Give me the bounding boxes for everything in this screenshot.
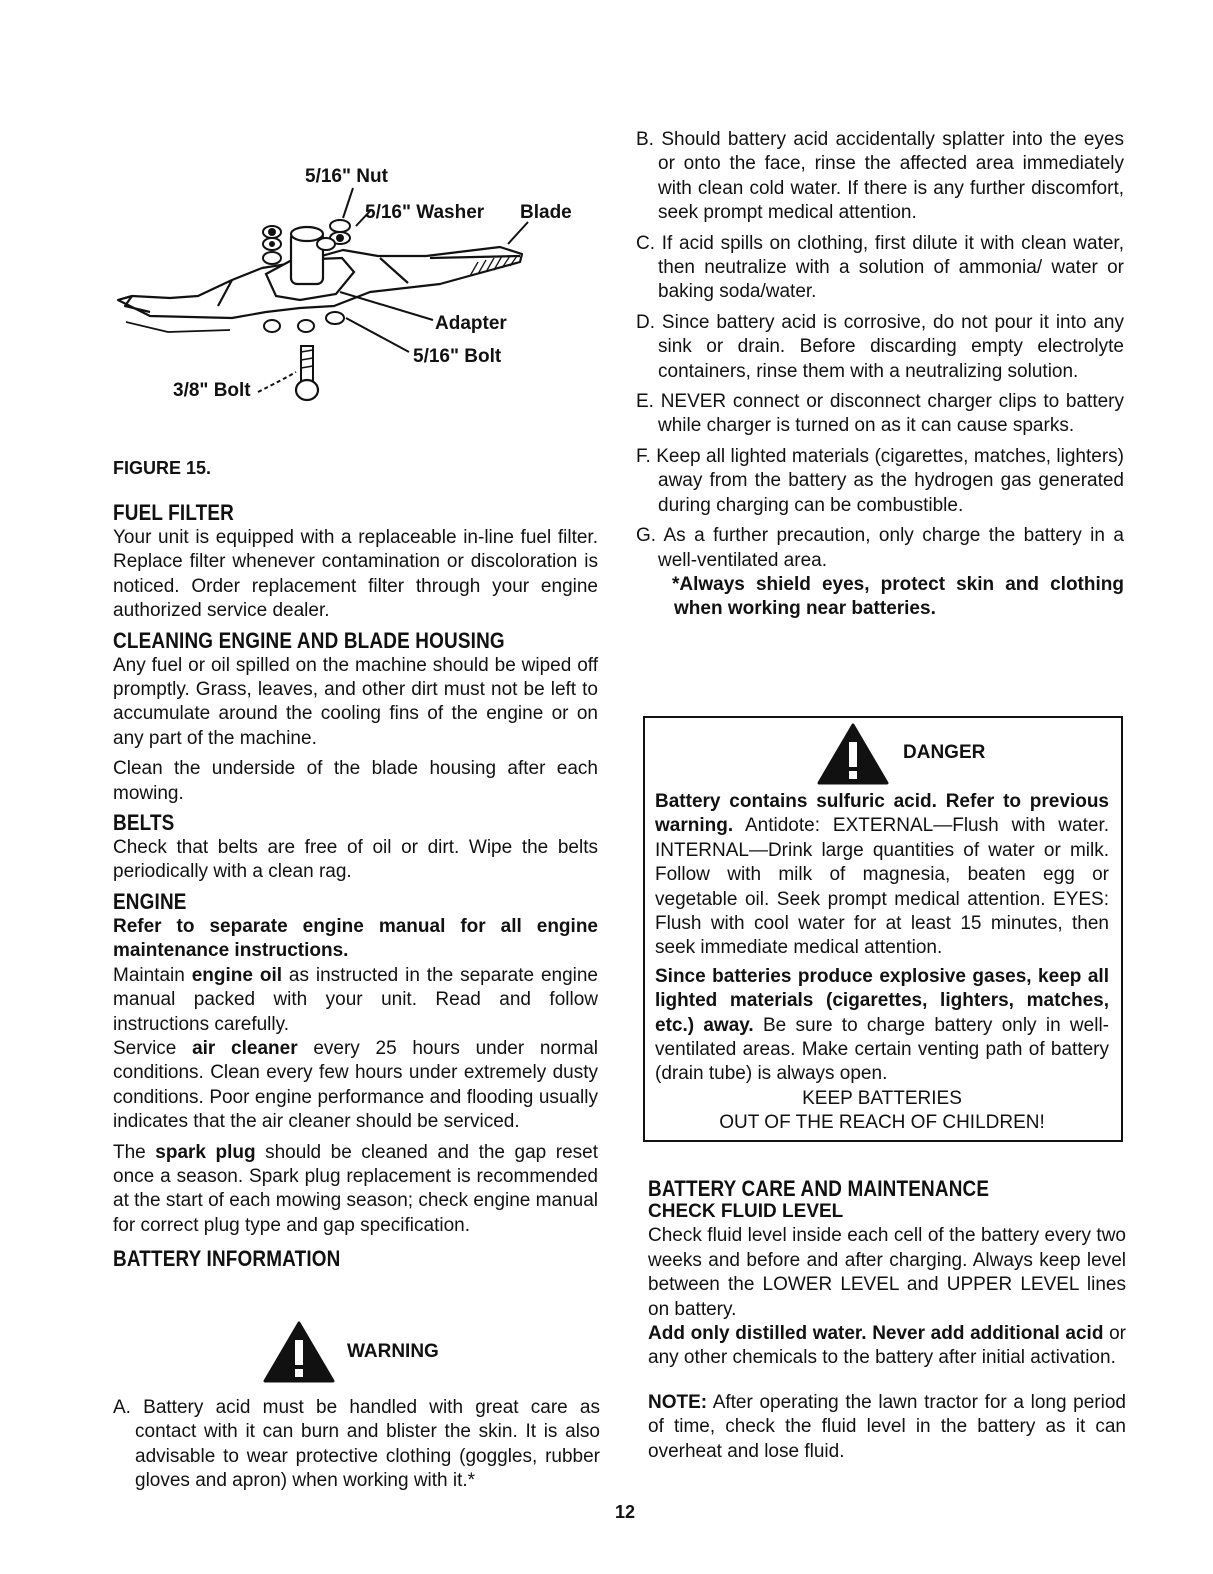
engine-air-cleaner-text: Service air cleaner every 25 hours under normal conditions. Clean every few hours under extremely dusty conditions. Poor engine performance and flooding usually indicates that the air cleaner should be serviced.: [113, 1037, 598, 1133]
washer-label: 5/16" Washer: [365, 202, 485, 223]
battery-item-b: B. Should battery acid accidentally splatter into the eyes or onto the face, rinse the affected area immediately with clean cold water. If there is any further discomfort, seek prompt medical attention.: [636, 129, 1124, 224]
danger-text-1: Battery contains sulfuric acid. Refer to previous warning. Antidote: EXTERNAL—Flush with water. INTERNAL—Drink large quantities of water or milk. Follow with milk of magnesia, beaten egg or vegetable oil. Seek prompt medical attention. EYES: Flush with cool water for at least 15 minutes, then seek immediate medical attention.: [655, 791, 1109, 959]
engine-heading: ENGINE: [113, 888, 187, 914]
nut-label: 5/16" Nut: [305, 166, 388, 187]
battery-item-e: E. NEVER connect or disconnect charger clips to battery while charger is turned on as it can cause sparks.: [636, 391, 1124, 437]
bolt-516-label: 5/16" Bolt: [413, 346, 502, 367]
fuel-filter-text: Your unit is equipped with a replaceable in-line fuel filter. Replace filter whenever contamination or discoloration is noticed. Order replacement filter through your engine authorized service dealer.: [113, 527, 598, 622]
page-number: 12: [615, 1502, 636, 1522]
engine-spark-plug-text: The spark plug should be cleaned and the gap reset once a season. Spark plug replacement is recommended at the start of each mowing season; check engine manual for correct plug type and gap specification.: [113, 1141, 598, 1236]
belts-text: Check that belts are free of oil or dirt. Wipe the belts periodically with a clean rag.: [113, 837, 598, 883]
cleaning-heading: CLEANING ENGINE AND BLADE HOUSING: [113, 627, 505, 653]
battery-care-text: Check fluid level inside each cell of the battery every two weeks and before and after charging. Always keep level between the LOWER LEVEL and UPPER LEVEL lines on battery.: [648, 1225, 1126, 1320]
warning-label: WARNING: [347, 1341, 439, 1362]
battery-item-c: C. If acid spills on clothing, first dilute it with clean water, then neutralize with a solution of ammonia/ water or baking soda/water.: [636, 232, 1124, 303]
engine-oil-text: Maintain engine oil as instructed in the separate engine manual packed with your unit. Read and follow instructions carefully.: [113, 964, 598, 1035]
cleaning-text-1: Any fuel or oil spilled on the machine should be wiped off promptly. Grass, leaves, and other dirt must not be left to accumulate around the cooling fins of the engine or on any part of the machine.: [113, 654, 598, 749]
battery-items-list: [636, 128, 1124, 622]
danger-keep-line-1: KEEP BATTERIES: [802, 1087, 962, 1109]
battery-care-heading: BATTERY CARE AND MAINTENANCE: [648, 1176, 990, 1201]
danger-icon: [816, 722, 890, 786]
danger-content: [655, 790, 1109, 1136]
danger-keep-line-2: OUT OF THE REACH OF CHILDREN!: [719, 1112, 1045, 1134]
engine-bold-intro: Refer to separate engine manual for all engine maintenance instructions.: [113, 915, 598, 962]
belts-heading: BELTS: [113, 810, 175, 836]
battery-info-heading: BATTERY INFORMATION: [113, 1246, 341, 1272]
danger-title: DANGER: [903, 742, 986, 763]
battery-care-section: [648, 1176, 1126, 1464]
battery-item-a: A. Battery acid must be handled with great care as contact with it can burn and blister the skin. It is also advisable to wear protective clothing (goggles, rubber gloves and apron) when working with it.*: [113, 1397, 600, 1492]
left-column: [113, 500, 598, 1272]
cleaning-text-2: Clean the underside of the blade housing after each mowing.: [113, 758, 598, 804]
shield-note: *Always shield eyes, protect skin and clothing when working near batteries.: [672, 573, 1124, 620]
danger-text-2: Since batteries produce explosive gases, keep all lighted materials (cigarettes, lighters, matches, etc.) away. Be sure to charge battery only in well-ventilated areas. Make certain venting path of battery (drain tube) is always open.: [655, 965, 1109, 1085]
check-fluid-level-heading: CHECK FLUID LEVEL: [648, 1201, 844, 1222]
battery-care-note: NOTE: After operating the lawn tractor for a long period of time, check the fluid level in the battery as it can overheat and lose fluid.: [648, 1391, 1126, 1462]
adapter-label: Adapter: [435, 313, 507, 334]
warning-icon: [262, 1320, 336, 1384]
fuel-filter-heading: FUEL FILTER: [113, 500, 235, 525]
figure-caption: FIGURE 15.: [113, 458, 212, 478]
battery-item-f: F. Keep all lighted materials (cigarettes, matches, lighters) away from the battery as the hydrogen gas generated during charging can be combustible.: [636, 445, 1124, 516]
blade-label: Blade: [520, 202, 572, 223]
battery-item-g: G. As a further precaution, only charge the battery in a well-ventilated area.: [636, 525, 1124, 571]
battery-item-d: D. Since battery acid is corrosive, do not pour it into any sink or drain. Before discarding empty electrolyte containers, rinse them with a neutralizing solution.: [636, 311, 1124, 382]
bolt-38-label: 3/8" Bolt: [173, 380, 251, 401]
battery-care-distilled: Add only distilled water. Never add additional acid or any other chemicals to the battery after initial activation.: [648, 1323, 1126, 1369]
